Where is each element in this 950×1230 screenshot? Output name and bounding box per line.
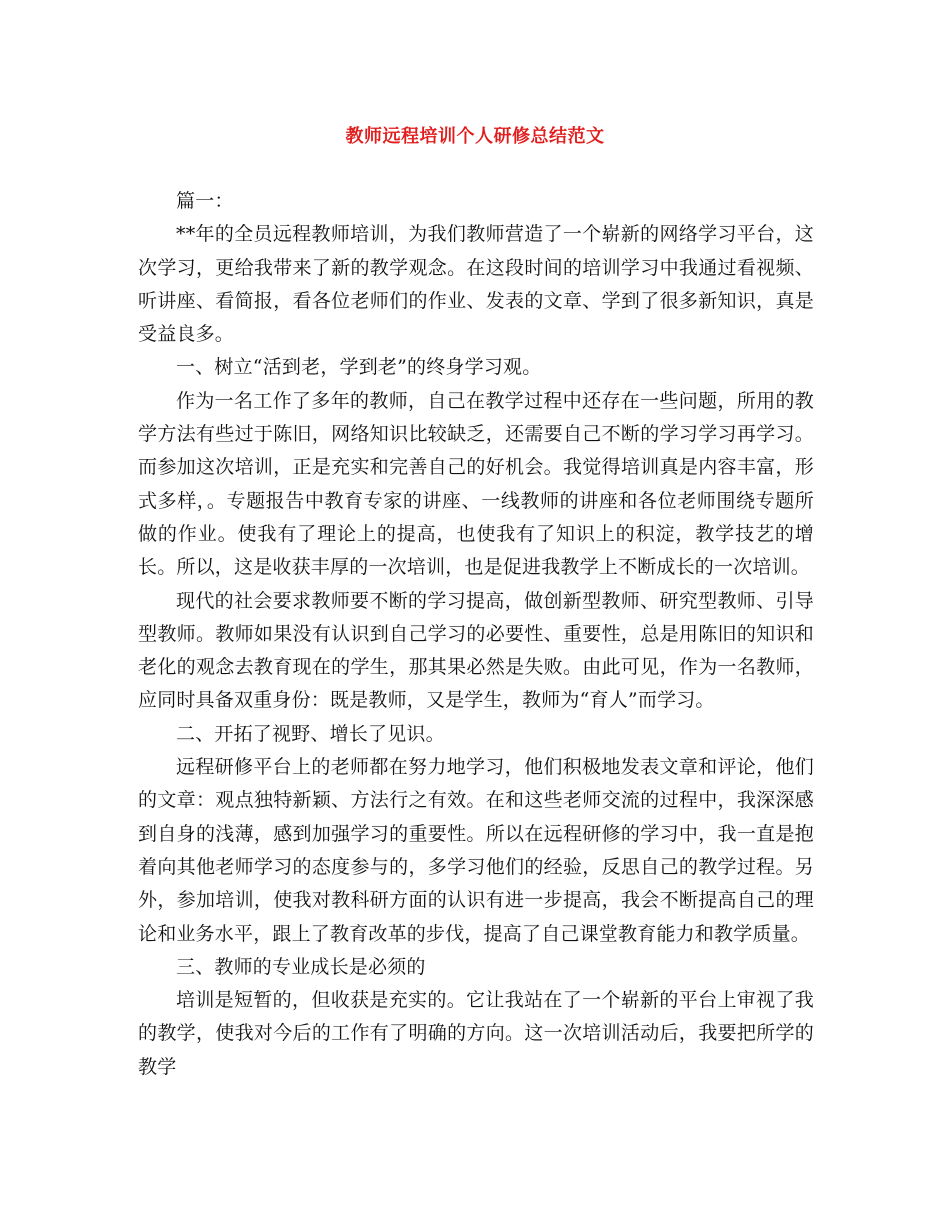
paragraph: 作为一名工作了多年的教师，自己在教学过程中还存在一些问题，所用的教学方法有些过于陈旧，网络知识比较缺乏，还需要自己不断的学习学习再学习。而参加这次培训，正是充实和完善自己的好机会。我觉得培训真是内容丰富，形式多样，。专题报告中教育专家的讲座、一线教师的讲座和各位老师围绕专题所做的作业。使我有了理论上的提高，也使我有了知识上的积淀，教学技艺的增长。所以，这是收获丰厚的一次培训，也是促进我教学上不断成长的一次培训。 — [138, 389, 814, 579]
paragraph: 现代的社会要求教师要不断的学习提高，做创新型教师、研究型教师、引导型教师。教师如果没有认识到自己学习的必要性、重要性，总是用陈旧的知识和老化的观念去教育现在的学生，那其果必然是失败。由此可见，作为一名教师，应同时具备双重身份：既是教师，又是学生，教师为“育人”而学习。 — [138, 589, 814, 712]
paragraph: 远程研修平台上的老师都在努力地学习，他们积极地发表文章和评论，他们的文章：观点独特新颖、方法行之有效。在和这些老师交流的过程中，我深深感到自身的浅薄，感到加强学习的重要性。所以在远程研修的学习中，我一直是抱着向其他老师学习的态度参与的，多学习他们的经验，反思自己的教学过程。另外，参加培训，使我对教科研方面的认识有进一步提高，我会不断提高自己的理论和业务水平，跟上了教育改革的步伐，提高了自己课堂教育能力和教学质量。 — [138, 756, 814, 945]
section-heading-two: 二、开拓了视野、增长了见识。 — [176, 722, 445, 745]
document-body — [138, 185, 814, 1084]
paragraph: 培训是短暂的，但收获是充实的。它让我站在了一个崭新的平台上审视了我的教学，使我对今后的工作有了明确的方向。这一次培训活动后，我要把所学的教学 — [138, 989, 814, 1078]
paragraph-heading-part-one: 篇一： — [176, 190, 234, 212]
document-title: 教师远程培训个人研修总结范文 — [345, 126, 605, 147]
section-heading-one: 一、树立“活到老，学到老”的终身学习观。 — [176, 356, 542, 379]
paragraph-intro: **年的全员远程教师培训，为我们教师营造了一个崭新的网络学习平台，这次学习，更给我带来了新的教学观念。在这段时间的培训学习中我通过看视频、听讲座、看简报，看各位老师们的作业、发表的文章、学到了很多新知识，真是受益良多。 — [138, 223, 814, 346]
section-heading-three: 三、教师的专业成长是必须的 — [176, 955, 426, 978]
